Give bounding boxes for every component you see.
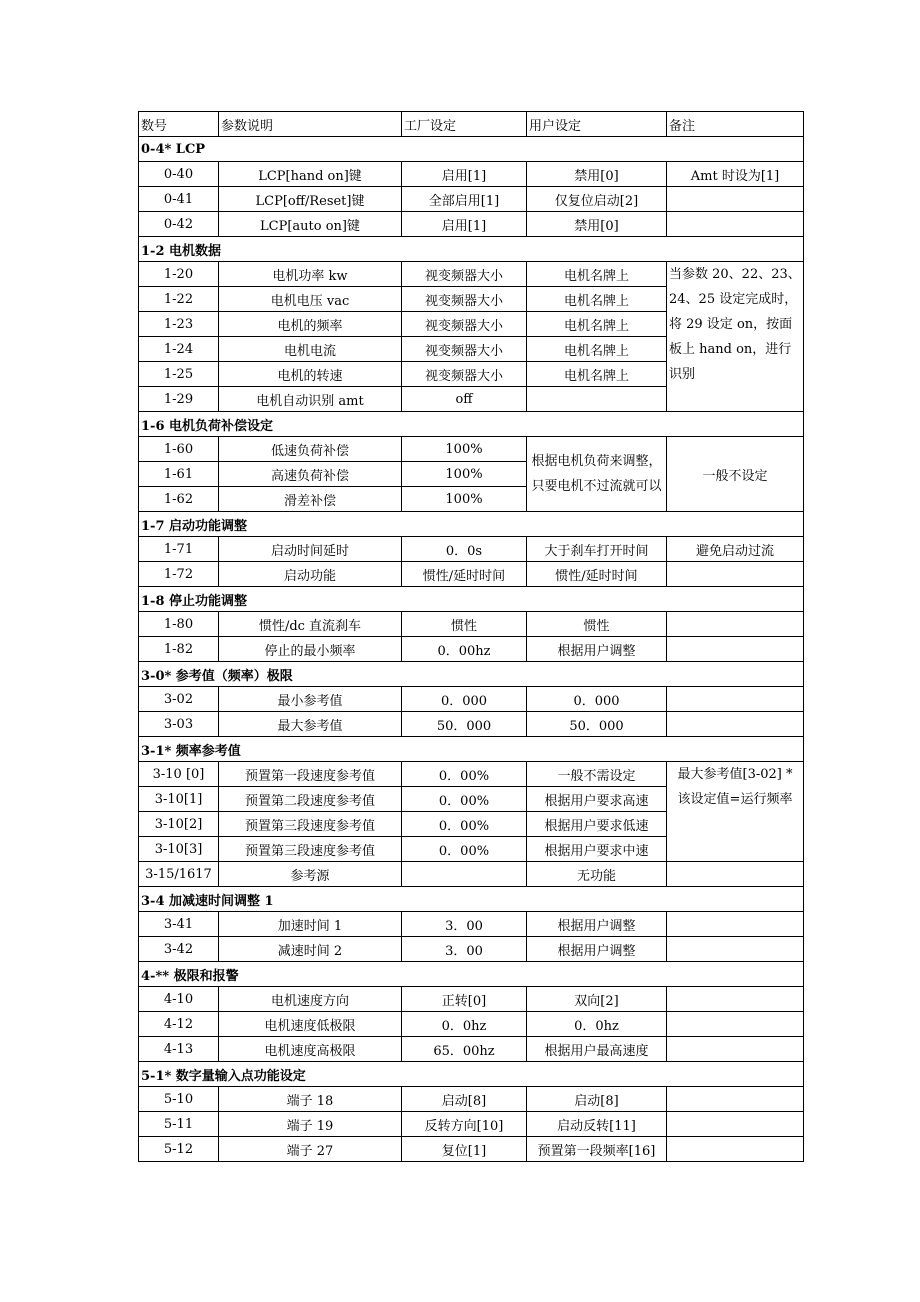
cell: 0-42 — [139, 212, 219, 237]
section-title: 1-7 启动功能调整 — [139, 512, 804, 537]
section-row — [139, 587, 804, 612]
table-row — [139, 262, 804, 287]
cell: 最大参考值 — [219, 712, 402, 737]
cell: 最小参考值 — [219, 687, 402, 712]
cell: 3-10[2] — [139, 812, 219, 837]
cell: 停止的最小频率 — [219, 637, 402, 662]
cell — [667, 1012, 804, 1037]
table-row — [139, 562, 804, 587]
section-row — [139, 137, 804, 162]
section-row — [139, 962, 804, 987]
cell — [667, 1037, 804, 1062]
cell: 100% — [402, 437, 527, 462]
cell: 电机速度高极限 — [219, 1037, 402, 1062]
cell: 1-29 — [139, 387, 219, 412]
table-row — [139, 537, 804, 562]
cell: 无功能 — [527, 862, 667, 887]
cell: 根据用户调整 — [527, 912, 667, 937]
cell: 预置第一段频率[16] — [527, 1137, 667, 1162]
cell: 1-24 — [139, 337, 219, 362]
table-row — [139, 1037, 804, 1062]
cell: 电机名牌上 — [527, 262, 667, 287]
cell: 加速时间 1 — [219, 912, 402, 937]
header-cell: 数号 — [139, 112, 219, 137]
cell: 100% — [402, 487, 527, 512]
cell: 惯性 — [527, 612, 667, 637]
cell: 启动[8] — [527, 1087, 667, 1112]
cell: 1-80 — [139, 612, 219, 637]
cell — [667, 937, 804, 962]
cell: Amt 时设为[1] — [667, 162, 804, 187]
cell: 3-42 — [139, 937, 219, 962]
cell: 预置第一段速度参考值 — [219, 762, 402, 787]
cell — [667, 1087, 804, 1112]
cell: off — [402, 387, 527, 412]
cell — [402, 862, 527, 887]
cell: 1-20 — [139, 262, 219, 287]
cell: 3-15/1617 — [139, 862, 219, 887]
cell: LCP[auto on]键 — [219, 212, 402, 237]
cell: 减速时间 2 — [219, 937, 402, 962]
cell — [667, 912, 804, 937]
cell: 端子 27 — [219, 1137, 402, 1162]
cell: 0．00% — [402, 787, 527, 812]
table-row — [139, 437, 804, 462]
table-row — [139, 1012, 804, 1037]
cell: 50．000 — [402, 712, 527, 737]
table-row — [139, 987, 804, 1012]
cell: 视变频器大小 — [402, 312, 527, 337]
cell: 5-11 — [139, 1112, 219, 1137]
section-title: 4-** 极限和报警 — [139, 962, 804, 987]
section-title: 1-8 停止功能调整 — [139, 587, 804, 612]
cell: 3-10[3] — [139, 837, 219, 862]
cell: 50．000 — [527, 712, 667, 737]
table-row — [139, 1087, 804, 1112]
cell: 电机名牌上 — [527, 312, 667, 337]
table-row — [139, 212, 804, 237]
cell: 视变频器大小 — [402, 362, 527, 387]
section-title: 3-1* 频率参考值 — [139, 737, 804, 762]
cell: 4-12 — [139, 1012, 219, 1037]
cell: 电机名牌上 — [527, 362, 667, 387]
note-cell: 一般不设定 — [667, 437, 804, 512]
table-row — [139, 687, 804, 712]
cell: 电机速度方向 — [219, 987, 402, 1012]
note-cell: 当参数 20、22、23、24、25 设定完成时，将 29 设定 on，按面板上 hand on，进行识别 — [667, 262, 804, 412]
cell: 65．00hz — [402, 1037, 527, 1062]
cell: LCP[off/Reset]键 — [219, 187, 402, 212]
cell: 启动[8] — [402, 1087, 527, 1112]
cell: 1-71 — [139, 537, 219, 562]
cell: 大于刹车打开时间 — [527, 537, 667, 562]
cell: 0．00% — [402, 812, 527, 837]
cell: 惯性 — [402, 612, 527, 637]
section-row — [139, 887, 804, 912]
cell: 惯性/延时时间 — [527, 562, 667, 587]
cell: 3-03 — [139, 712, 219, 737]
cell: 4-13 — [139, 1037, 219, 1062]
table-row — [139, 712, 804, 737]
section-row — [139, 237, 804, 262]
cell: 5-12 — [139, 1137, 219, 1162]
cell: 电机电压 vac — [219, 287, 402, 312]
header-cell: 工厂设定 — [402, 112, 527, 137]
cell: 视变频器大小 — [402, 287, 527, 312]
cell: 惯性/dc 直流刹车 — [219, 612, 402, 637]
parameter-table — [138, 111, 804, 1162]
cell — [667, 212, 804, 237]
cell: 复位[1] — [402, 1137, 527, 1162]
cell: 电机电流 — [219, 337, 402, 362]
section-title: 1-2 电机数据 — [139, 237, 804, 262]
cell: 视变频器大小 — [402, 262, 527, 287]
cell: 避免启动过流 — [667, 537, 804, 562]
cell — [667, 1137, 804, 1162]
cell: 1-82 — [139, 637, 219, 662]
section-title: 1-6 电机负荷补偿设定 — [139, 412, 804, 437]
cell: 电机名牌上 — [527, 337, 667, 362]
section-row — [139, 662, 804, 687]
cell: 0-40 — [139, 162, 219, 187]
cell: 1-72 — [139, 562, 219, 587]
section-row — [139, 737, 804, 762]
header-cell: 参数说明 — [219, 112, 402, 137]
cell: 3-10 [0] — [139, 762, 219, 787]
cell: LCP[hand on]键 — [219, 162, 402, 187]
cell: 3．00 — [402, 912, 527, 937]
cell: 预置第三段速度参考值 — [219, 812, 402, 837]
cell: 0．00hz — [402, 637, 527, 662]
cell: 根据用户最高速度 — [527, 1037, 667, 1062]
cell: 根据用户调整 — [527, 637, 667, 662]
cell — [667, 612, 804, 637]
cell — [667, 562, 804, 587]
table-row — [139, 937, 804, 962]
table-row — [139, 762, 804, 787]
cell: 4-10 — [139, 987, 219, 1012]
table-row — [139, 162, 804, 187]
section-row — [139, 512, 804, 537]
cell: 1-23 — [139, 312, 219, 337]
cell: 端子 19 — [219, 1112, 402, 1137]
cell: 惯性/延时时间 — [402, 562, 527, 587]
cell: 正转[0] — [402, 987, 527, 1012]
cell: 1-62 — [139, 487, 219, 512]
cell: 电机功率 kw — [219, 262, 402, 287]
cell: 3-41 — [139, 912, 219, 937]
table-row — [139, 1137, 804, 1162]
cell: 低速负荷补偿 — [219, 437, 402, 462]
cell: 0．000 — [527, 687, 667, 712]
cell: 启动功能 — [219, 562, 402, 587]
cell: 启动反转[11] — [527, 1112, 667, 1137]
cell: 电机自动识别 amt — [219, 387, 402, 412]
section-title: 3-0* 参考值（频率）极限 — [139, 662, 804, 687]
section-row — [139, 412, 804, 437]
cell: 0-41 — [139, 187, 219, 212]
header-cell: 备注 — [667, 112, 804, 137]
cell: 根据用户调整 — [527, 937, 667, 962]
cell: 端子 18 — [219, 1087, 402, 1112]
cell: 启用[1] — [402, 162, 527, 187]
note-cell: 最大参考值[3-02] * 该设定值=运行频率 — [667, 762, 804, 862]
section-title: 5-1* 数字量输入点功能设定 — [139, 1062, 804, 1087]
cell: 根据用户要求中速 — [527, 837, 667, 862]
cell — [667, 712, 804, 737]
cell: 电机名牌上 — [527, 287, 667, 312]
cell: 1-60 — [139, 437, 219, 462]
cell: 根据用户要求低速 — [527, 812, 667, 837]
user-note-cell: 根据电机负荷来调整，只要电机不过流就可以 — [527, 437, 667, 512]
cell: 0．0s — [402, 537, 527, 562]
cell: 100% — [402, 462, 527, 487]
cell: 视变频器大小 — [402, 337, 527, 362]
cell: 1-61 — [139, 462, 219, 487]
section-title: 0-4* LCP — [139, 137, 804, 162]
cell: 禁用[0] — [527, 212, 667, 237]
cell — [667, 1112, 804, 1137]
cell: 电机的转速 — [219, 362, 402, 387]
cell — [667, 637, 804, 662]
table-row — [139, 637, 804, 662]
cell: 参考源 — [219, 862, 402, 887]
cell: 3．00 — [402, 937, 527, 962]
cell: 电机速度低极限 — [219, 1012, 402, 1037]
cell — [527, 387, 667, 412]
cell: 电机的频率 — [219, 312, 402, 337]
cell: 全部启用[1] — [402, 187, 527, 212]
table-row — [139, 1112, 804, 1137]
cell: 0．0hz — [527, 1012, 667, 1037]
cell: 根据用户要求高速 — [527, 787, 667, 812]
cell — [667, 187, 804, 212]
cell: 1-22 — [139, 287, 219, 312]
cell: 1-25 — [139, 362, 219, 387]
cell: 禁用[0] — [527, 162, 667, 187]
table-row — [139, 187, 804, 212]
cell: 一般不需设定 — [527, 762, 667, 787]
table-row — [139, 912, 804, 937]
cell — [667, 862, 804, 887]
cell: 反转方向[10] — [402, 1112, 527, 1137]
cell — [667, 987, 804, 1012]
section-row — [139, 1062, 804, 1087]
cell: 预置第三段速度参考值 — [219, 837, 402, 862]
header-cell: 用户设定 — [527, 112, 667, 137]
cell: 0．0hz — [402, 1012, 527, 1037]
cell: 3-02 — [139, 687, 219, 712]
cell: 3-10[1] — [139, 787, 219, 812]
cell: 0．00% — [402, 762, 527, 787]
cell: 双向[2] — [527, 987, 667, 1012]
table-row — [139, 862, 804, 887]
cell: 0．00% — [402, 837, 527, 862]
section-title: 3-4 加减速时间调整 1 — [139, 887, 804, 912]
cell: 仅复位启动[2] — [527, 187, 667, 212]
cell: 滑差补偿 — [219, 487, 402, 512]
cell: 启动时间延时 — [219, 537, 402, 562]
cell: 高速负荷补偿 — [219, 462, 402, 487]
table-row — [139, 612, 804, 637]
cell: 预置第二段速度参考值 — [219, 787, 402, 812]
cell: 0．000 — [402, 687, 527, 712]
header-row — [139, 112, 804, 137]
cell: 启用[1] — [402, 212, 527, 237]
cell — [667, 687, 804, 712]
cell: 5-10 — [139, 1087, 219, 1112]
